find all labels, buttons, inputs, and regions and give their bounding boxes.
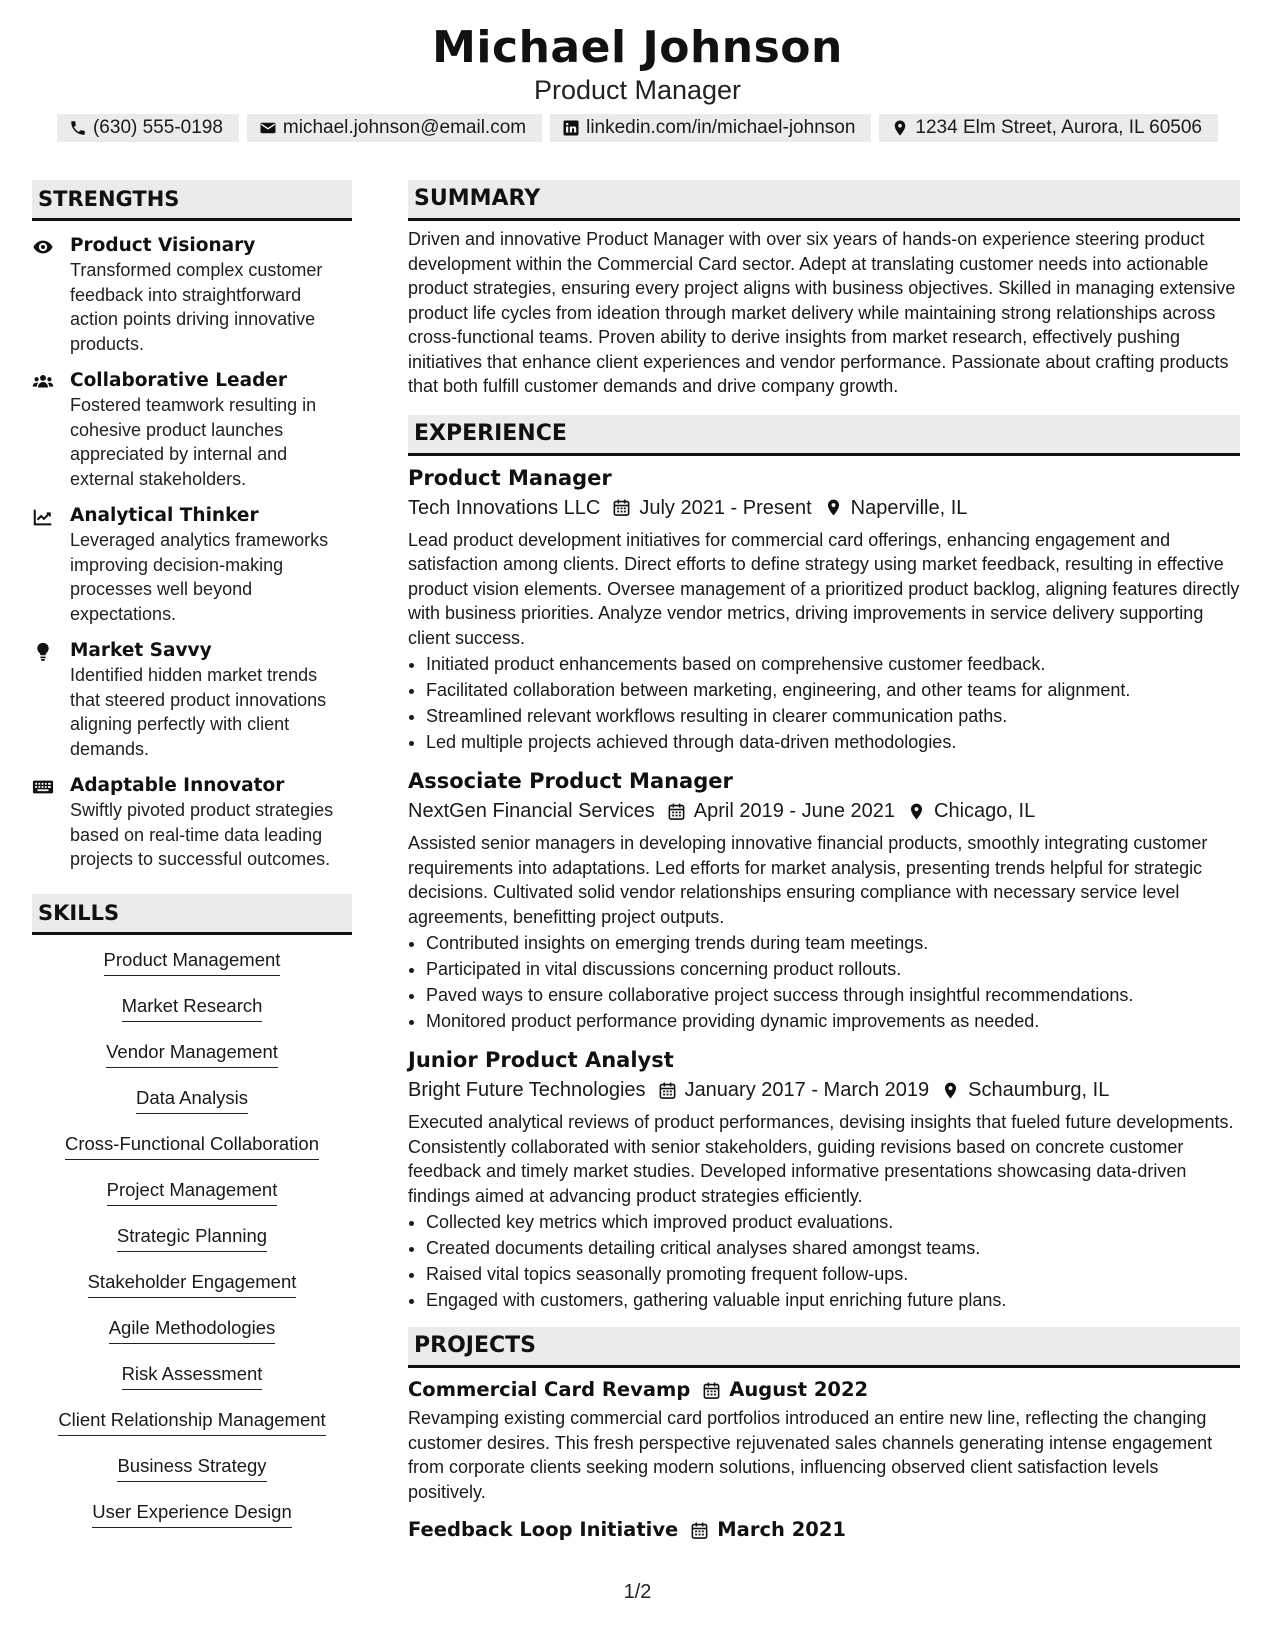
strength-title: Market Savvy bbox=[70, 640, 212, 661]
project-title: Feedback Loop Initiative bbox=[408, 1518, 679, 1541]
project-entry bbox=[408, 1376, 1240, 1504]
projects-heading: PROJECTS bbox=[408, 1327, 1240, 1368]
strength-item bbox=[32, 773, 352, 872]
contact-address bbox=[879, 114, 1218, 142]
eye-icon bbox=[32, 236, 54, 258]
job-bullets bbox=[408, 651, 1240, 755]
job-title: Product Manager bbox=[408, 465, 612, 490]
left-column bbox=[32, 180, 352, 1545]
strength-description: Leveraged analytics frameworks improving decision-making processes well beyond expectations. bbox=[70, 530, 329, 624]
strengths-heading: STRENGTHS bbox=[32, 180, 352, 221]
job-company: NextGen Financial Services bbox=[408, 800, 655, 822]
job-bullet: • Facilitated collaboration between marketing, engineering, and other teams for alignment. bbox=[426, 677, 1240, 703]
strength-description: Swiftly pivoted product strategies based on real-time data leading projects to successful outcomes. bbox=[70, 800, 334, 869]
skill-item: Business Strategy bbox=[117, 1453, 266, 1482]
contact-address-text: 1234 Elm Street, Aurora, IL 60506 bbox=[915, 117, 1202, 138]
job-bullet: • Raised vital topics seasonally promoting frequent follow-ups. bbox=[426, 1261, 1240, 1287]
strength-item bbox=[32, 638, 352, 761]
candidate-title: Product Manager bbox=[533, 75, 742, 105]
lightbulb-icon bbox=[32, 641, 54, 663]
linkedin-icon bbox=[562, 119, 580, 137]
skill-item: Stakeholder Engagement bbox=[88, 1269, 297, 1298]
calendar-icon bbox=[667, 802, 686, 821]
users-icon bbox=[32, 371, 54, 393]
keyboard-icon bbox=[32, 776, 54, 798]
skill-item: Vendor Management bbox=[106, 1039, 278, 1068]
strength-title: Product Visionary bbox=[70, 235, 256, 256]
contact-phone-text: (630) 555-0198 bbox=[92, 117, 223, 138]
location-pin-icon bbox=[941, 1081, 960, 1100]
job-bullets bbox=[408, 930, 1240, 1034]
strength-item bbox=[32, 368, 352, 491]
experience-entry bbox=[408, 767, 1240, 1034]
calendar-icon bbox=[612, 498, 631, 517]
skill-item: Market Research bbox=[122, 993, 263, 1022]
job-company: Bright Future Technologies bbox=[408, 1079, 646, 1101]
contact-email-text: michael.johnson@email.com bbox=[282, 117, 527, 138]
job-bullet: • Streamlined relevant workflows resulting in clearer communication paths. bbox=[426, 703, 1240, 729]
job-description: Lead product development initiatives for commercial card offerings, enhancing engagement and satisfaction among clients. Direct efforts to define strategy using market feedback, resulting in effective product vision elements. Oversee management of a prioritized product backlog, aligning features directly with business priorities. Analyze vendor metrics, driving improvements in service delivery supporting client success. bbox=[408, 529, 1240, 648]
job-description: Executed analytical reviews of product performances, devising insights that fueled future developments. Consistently collaborated with senior stakeholders, guiding revisions based on concrete customer feedback and timely market studies. Developed informative presentations showcasing data-driven findings aimed at advancing product strategies efficiently. bbox=[408, 1112, 1234, 1206]
calendar-icon bbox=[658, 1081, 677, 1100]
strength-title: Adaptable Innovator bbox=[70, 775, 285, 796]
resume-header bbox=[0, 22, 1275, 106]
skills-heading: SKILLS bbox=[32, 894, 352, 935]
project-date: August 2022 bbox=[729, 1378, 869, 1401]
job-description: Assisted senior managers in developing innovative financial products, smoothly integrating customer requirements into adaptations. Led efforts for market analysis, presenting trends helpful for strategic decisions. Cultivated solid vendor relationships ensuring compliance with necessary service level agreements, benefitting project outputs. bbox=[408, 833, 1208, 927]
job-meta bbox=[408, 1075, 1240, 1105]
project-entry bbox=[408, 1516, 1240, 1544]
contact-linkedin-text: linkedin.com/in/michael-johnson bbox=[586, 117, 856, 138]
strength-title: Collaborative Leader bbox=[70, 370, 287, 391]
job-bullet: • Contributed insights on emerging trends during team meetings. bbox=[426, 930, 1240, 956]
contact-linkedin[interactable] bbox=[550, 114, 871, 142]
skill-item: Data Analysis bbox=[136, 1085, 248, 1114]
candidate-name: Michael Johnson bbox=[432, 22, 843, 73]
calendar-icon bbox=[690, 1521, 709, 1540]
job-location: Chicago, IL bbox=[934, 800, 1036, 822]
strength-title: Analytical Thinker bbox=[70, 505, 259, 526]
job-title: Associate Product Manager bbox=[408, 769, 733, 793]
project-title-row bbox=[408, 1376, 1240, 1404]
skill-item: Strategic Planning bbox=[117, 1223, 267, 1252]
job-bullet: • Initiated product enhancements based on comprehensive customer feedback. bbox=[426, 651, 1240, 677]
summary-text: Driven and innovative Product Manager with over six years of hands-on experience steering product development within the Commercial Card sector. Adept at translating customer needs into actionable product strategies, ensuring every project aligns with business objectives. Skilled in managing extensive product life cycles from ideation through market delivery while maintaining strong relationships across cross-functional teams. Proven ability to derive insights from market research, effectively pushing initiatives that enhance client experiences and vendor performance. Passionate about crafting products that both fulfill customer demands and drive company growth. bbox=[408, 229, 1236, 396]
strength-description: Transformed complex customer feedback into straightforward action points driving innovative products. bbox=[70, 260, 323, 354]
page-indicator: 1/2 bbox=[623, 1581, 652, 1603]
experience-entry bbox=[408, 464, 1240, 756]
skill-item: Agile Methodologies bbox=[109, 1315, 276, 1344]
job-company: Tech Innovations LLC bbox=[408, 496, 601, 519]
project-title: Commercial Card Revamp bbox=[408, 1378, 691, 1401]
job-bullet: • Engaged with customers, gathering valuable input enriching future plans. bbox=[426, 1287, 1240, 1313]
project-title-row bbox=[408, 1516, 1240, 1544]
job-bullet: • Collected key metrics which improved product evaluations. bbox=[426, 1209, 1240, 1235]
location-pin-icon bbox=[907, 802, 926, 821]
job-meta bbox=[408, 493, 1240, 523]
experience-heading: EXPERIENCE bbox=[408, 415, 1240, 456]
strength-item bbox=[32, 233, 352, 356]
skill-item: Cross-Functional Collaboration bbox=[65, 1131, 319, 1160]
job-meta bbox=[408, 796, 1240, 826]
strength-description: Identified hidden market trends that steered product innovations aligning perfectly with client demands. bbox=[70, 665, 327, 759]
job-title: Junior Product Analyst bbox=[408, 1048, 674, 1072]
contact-phone bbox=[57, 114, 239, 142]
project-date: March 2021 bbox=[717, 1518, 846, 1541]
strength-description: Fostered teamwork resulting in cohesive product launches appreciated by internal and external stakeholders. bbox=[70, 395, 317, 489]
email-icon bbox=[259, 119, 277, 137]
skills-list bbox=[32, 947, 352, 1545]
job-bullet: • Participated in vital discussions concerning product rollouts. bbox=[426, 956, 1240, 982]
right-column bbox=[408, 180, 1240, 1544]
skill-item: Client Relationship Management bbox=[58, 1407, 325, 1436]
skill-item: Project Management bbox=[107, 1177, 278, 1206]
job-bullet: • Paved ways to ensure collaborative project success through insightful recommendations. bbox=[426, 982, 1240, 1008]
job-dates: January 2017 - March 2019 bbox=[684, 1079, 930, 1101]
location-pin-icon bbox=[891, 119, 909, 137]
skill-item: Risk Assessment bbox=[122, 1361, 263, 1390]
job-bullet: • Monitored product performance providing dynamic improvements as needed. bbox=[426, 1008, 1240, 1034]
summary-heading: SUMMARY bbox=[408, 180, 1240, 221]
job-bullet: • Led multiple projects achieved through data-driven methodologies. bbox=[426, 729, 1240, 755]
calendar-icon bbox=[702, 1381, 721, 1400]
location-pin-icon bbox=[824, 498, 843, 517]
skill-item: Product Management bbox=[104, 947, 281, 976]
job-location: Schaumburg, IL bbox=[968, 1079, 1110, 1101]
job-bullet: • Created documents detailing critical analyses shared amongst teams. bbox=[426, 1235, 1240, 1261]
contact-email[interactable] bbox=[247, 114, 542, 142]
job-dates: July 2021 - Present bbox=[639, 496, 812, 519]
contact-bar bbox=[0, 114, 1275, 142]
experience-entry bbox=[408, 1046, 1240, 1313]
strength-item bbox=[32, 503, 352, 626]
skill-item: User Experience Design bbox=[92, 1499, 291, 1528]
job-dates: April 2019 - June 2021 bbox=[693, 800, 896, 822]
chart-line-icon bbox=[32, 506, 54, 528]
phone-icon bbox=[69, 119, 87, 137]
job-location: Naperville, IL bbox=[850, 496, 968, 519]
job-bullets bbox=[408, 1209, 1240, 1313]
project-description: Revamping existing commercial card portfolios introduced an entire new line, reflecting the changing customer desires. This fresh perspective rejuvenated sales channels generating intense engagement from corporate clients seeking modern solutions, influencing observed client satisfaction levels positively. bbox=[408, 1408, 1213, 1502]
